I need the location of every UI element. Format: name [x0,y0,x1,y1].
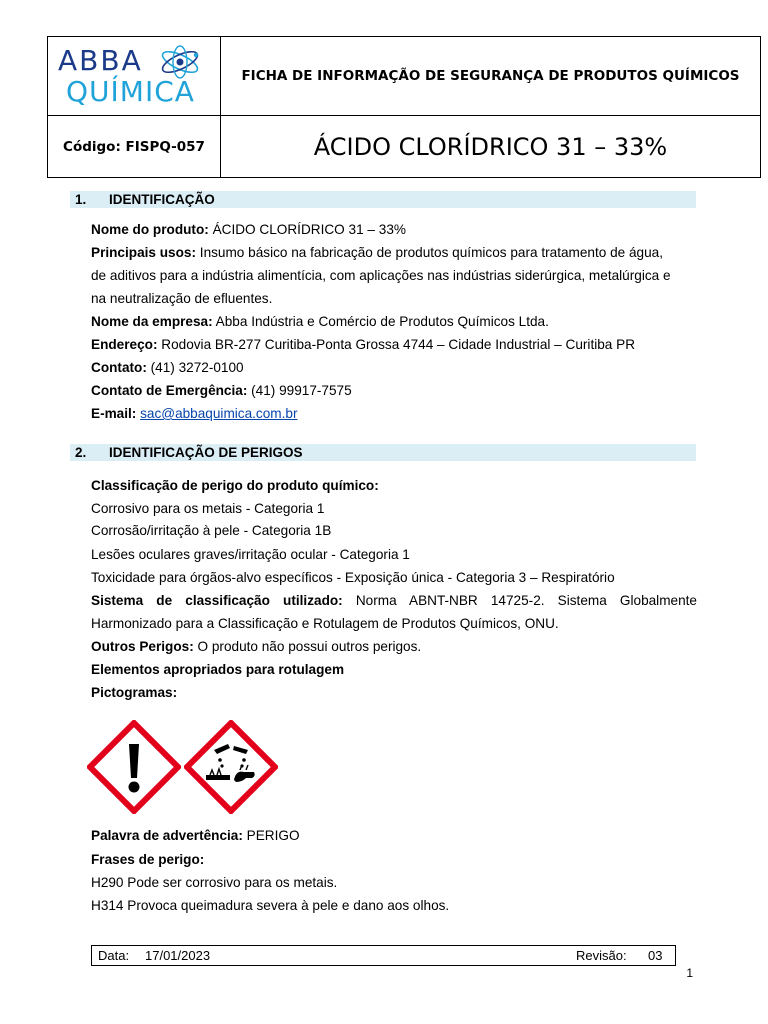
signal-word-value: PERIGO [242,828,300,843]
hazard-phrases-label: Frases de perigo: [91,852,205,867]
date-value: 17/01/2023 [145,948,211,963]
address-line [91,335,697,355]
company-name-label: Nome da empresa: [91,314,213,329]
uses-line-3: na neutralização de efluentes. [91,291,273,306]
document-code: Código: FISPQ-057 [63,138,205,155]
section-title: IDENTIFICAÇÃO DE PERIGOS [109,445,303,460]
classification-system-text: Norma ABNT-NBR 14725-2. Sistema Globalmente [342,593,697,608]
corrosion-icon [184,720,278,814]
emergency-contact-line [91,381,697,401]
document-title: FICHA DE INFORMAÇÃO DE SEGURANÇA DE PRODUTOS QUÍMICOS [241,68,740,84]
uses-label: Principais usos: [91,245,197,260]
product-title: ÁCIDO CLORÍDRICO 31 – 33% [313,132,668,161]
product-name-line [91,220,697,240]
product-name-label: Nome do produto: [91,222,209,237]
label-elements-heading: Elementos apropriados para rotulagem [91,662,345,677]
exclamation-mark-icon [87,720,181,814]
uses-line-2: de aditivos para a indústria alimentícia, com aplicações nas indústrias siderúrgica, metalúrgica e [91,268,671,283]
other-hazards-line [91,637,697,657]
email-link[interactable]: sac@abbaquimica.com.br [140,406,298,421]
company-name-line [91,312,697,332]
uses-line-1 [91,243,697,263]
uses-text-1: Insumo básico na fabricação de produtos químicos para tratamento de água, [196,245,664,260]
classification-system-line-1 [91,591,697,611]
date-label: Data: [98,948,130,963]
logo-text-quimica: QUÍMICA [66,75,195,108]
other-hazards-label: Outros Perigos: [91,639,194,654]
logo-text-abba: ABBA [58,44,143,77]
address-label: Endereço: [91,337,158,352]
section-number: 2. [75,445,87,460]
hazard-phrase: H290 Pode ser corrosivo para os metais. [91,875,338,890]
signal-word-label: Palavra de advertência: [91,828,243,843]
classification-system-line-2: Harmonizado para a Classificação e Rotulagem de Produtos Químicos, ONU. [91,616,559,631]
company-name-value: Abba Indústria e Comércio de Produtos Químicos Ltda. [212,314,549,329]
pictograms-label: Pictogramas: [91,685,178,700]
signal-word-line [91,826,697,846]
classification-item: Lesões oculares graves/irritação ocular - Categoria 1 [91,547,410,562]
product-name-value: ÁCIDO CLORÍDRICO 31 – 33% [208,222,406,237]
revision-label: Revisão: [576,948,627,963]
classification-item: Corrosivo para os metais - Categoria 1 [91,501,325,516]
section-1-header [70,191,696,208]
address-value: Rodovia BR-277 Curitiba-Ponta Grossa 4744 – Cidade Industrial – Curitiba PR [157,337,636,352]
other-hazards-value: O produto não possui outros perigos. [193,639,422,654]
section-number: 1. [75,192,87,207]
header-table [47,36,761,178]
page-number: 1 [686,966,693,980]
emergency-contact-label: Contato de Emergência: [91,383,248,398]
footer-box [91,945,676,966]
classification-item: Toxicidade para órgãos-alvo específicos - Exposição única - Categoria 3 – Respiratório [91,570,615,585]
emergency-contact-value: (41) 99917-7575 [247,383,352,398]
classification-label: Classificação de perigo do produto químico: [91,478,379,493]
contact-label: Contato: [91,360,147,375]
company-logo [58,45,216,111]
revision-value: 03 [648,948,663,963]
atom-icon [158,45,202,79]
section-title: IDENTIFICAÇÃO [109,192,215,207]
hazard-phrase: H314 Provoca queimadura severa à pele e dano aos olhos. [91,898,450,913]
classification-system-label: Sistema de classificação utilizado: [91,593,343,608]
classification-item: Corrosão/irritação à pele - Categoria 1B [91,523,332,538]
email-label: E-mail: [91,406,137,421]
section-2-header [70,444,696,461]
contact-line [91,358,697,378]
contact-value: (41) 3272-0100 [146,360,244,375]
email-line [91,404,697,424]
